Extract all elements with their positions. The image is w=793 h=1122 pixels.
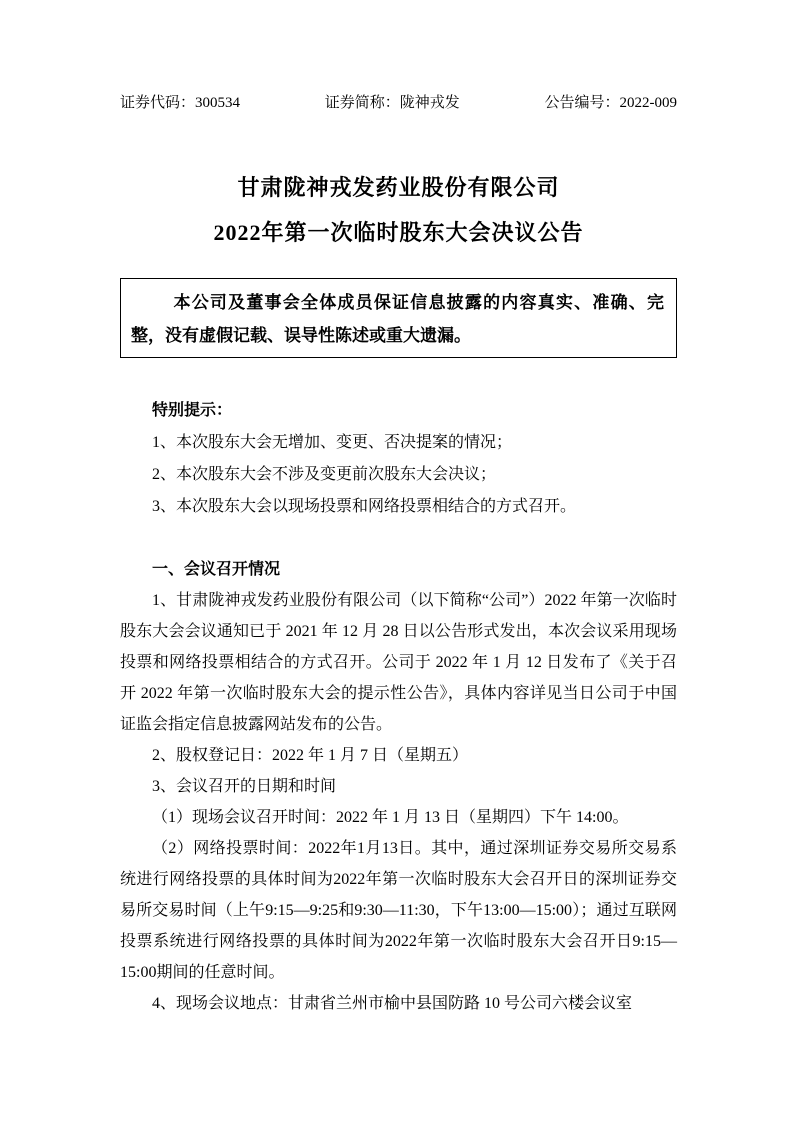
- meeting-info-section: [120, 554, 677, 1019]
- announcement-number-label: 公告编号：2022-009: [544, 95, 677, 111]
- paragraph-meeting-notice: 1、甘肃陇神戎发药业股份有限公司（以下简称“公司”）2022 年第一次临时股东大会会议通知已于 2021 年 12 月 28 日以公告形式发出，本次会议采用现场投票和网络投票相结合的方式召开。公司于 2022 年 1 月 12 日发布了《关于召开 2022 年第一次临时股东大会的提示性公告》，具体内容详见当日公司于中国证监会指定信息披露网站发布的公告。: [120, 592, 677, 733]
- paragraph-meeting-datetime-heading: 3、会议召开的日期和时间: [152, 778, 337, 795]
- special-tips-heading: 特别提示：: [152, 402, 233, 419]
- special-tip-item-2: 2、本次股东大会不涉及变更前次股东大会决议；: [152, 466, 497, 483]
- disclosure-notice-box: [120, 278, 677, 358]
- meeting-info-heading: 一、会议召开情况: [152, 561, 281, 578]
- document-header: [120, 93, 677, 113]
- announcement-title: 2022年第一次临时股东大会决议公告: [213, 220, 584, 245]
- paragraph-online-voting-time: （2）网络投票时间：2022年1月13日。其中，通过深圳证券交易所交易系统进行网络投票的具体时间为2022年第一次临时股东大会召开日的深圳证券交易所交易时间（上午9:15—9:25和9:30—11:30，下午13:00—15:00）；通过互联网投票系统进行网络投票的具体时间为2022年第一次临时股东大会召开日9:15—15:00期间的任意时间。: [120, 840, 677, 981]
- paragraph-onsite-meeting-time: （1）现场会议召开时间：2022 年 1 月 13 日（星期四）下午 14:00。: [152, 809, 629, 826]
- special-tip-item-3: 3、本次股东大会以现场投票和网络投票相结合的方式召开。: [152, 498, 577, 515]
- special-tips-section: [120, 395, 677, 523]
- stock-code-label: 证券代码：300534: [120, 95, 241, 111]
- title-block: [120, 165, 677, 255]
- paragraph-meeting-location: 4、现场会议地点：甘肃省兰州市榆中县国防路 10 号公司六楼会议室: [152, 995, 633, 1012]
- special-tip-item-1: 1、本次股东大会无增加、变更、否决提案的情况；: [152, 434, 513, 451]
- company-name-title: 甘肃陇神戎发药业股份有限公司: [237, 175, 560, 200]
- stock-name-label: 证券简称：陇神戎发: [324, 95, 460, 111]
- disclosure-notice-text: 本公司及董事会全体成员保证信息披露的内容真实、准确、完整，没有虚假记载、误导性陈述或重大遗漏。: [131, 293, 664, 345]
- paragraph-record-date: 2、股权登记日：2022 年 1 月 7 日（星期五）: [152, 747, 469, 764]
